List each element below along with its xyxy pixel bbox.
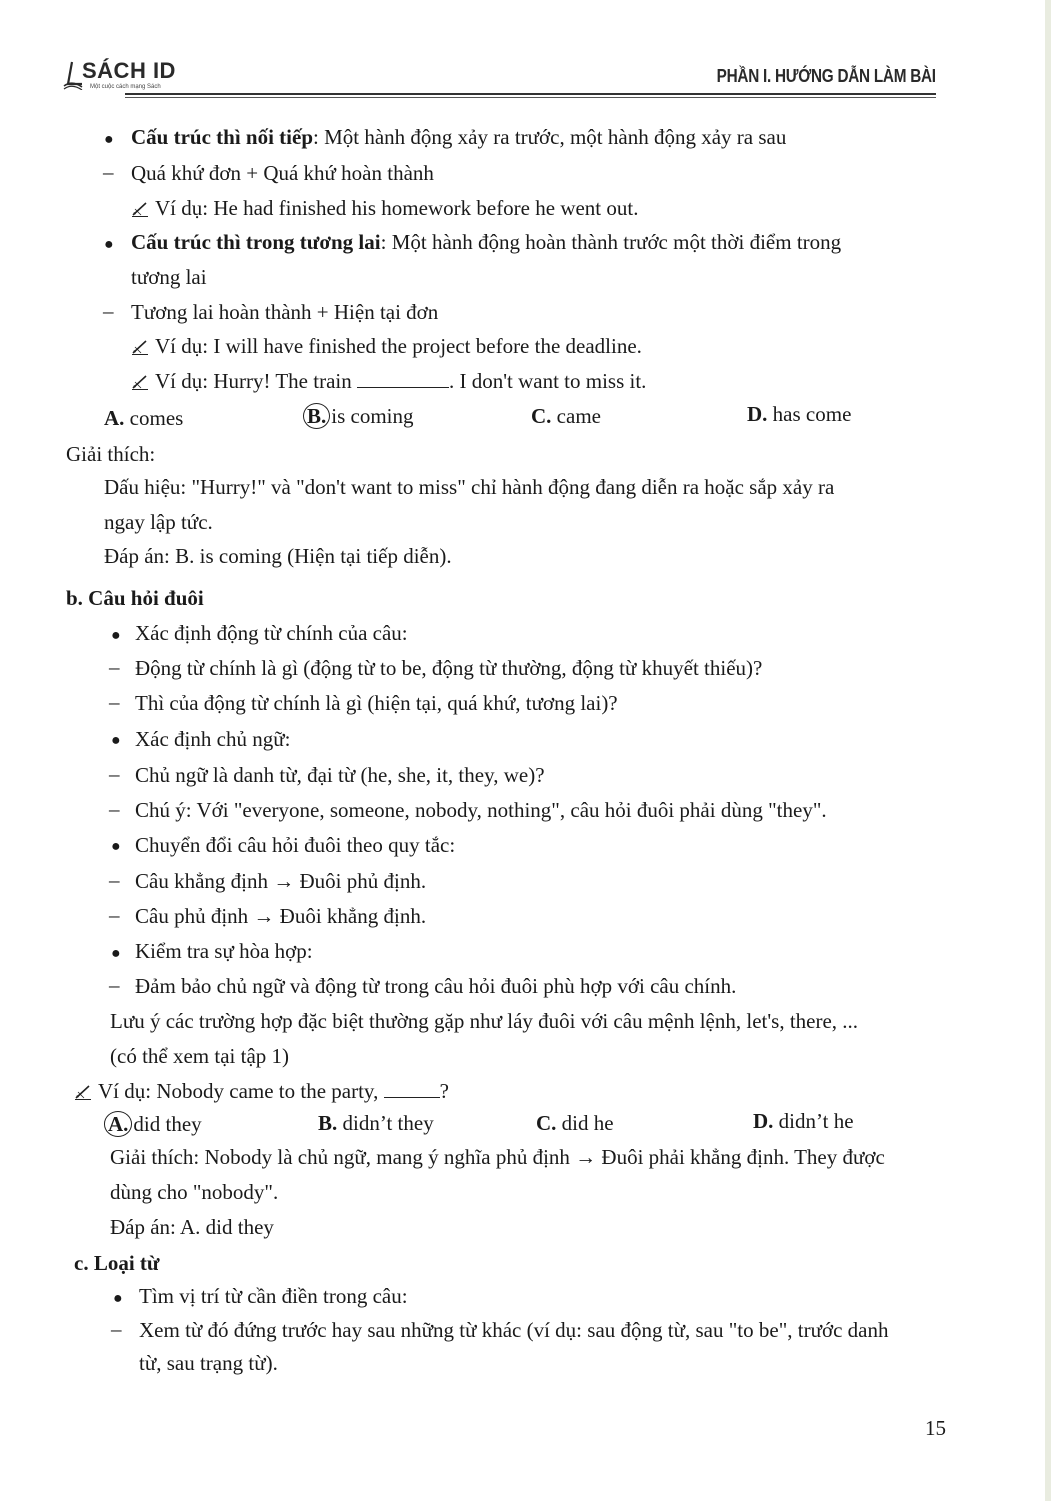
header-rule — [125, 93, 936, 95]
dash: – — [109, 655, 120, 679]
note-line: (có thể xem tại tập 1) — [110, 1044, 290, 1068]
example-text: Ví dụ: Hurry! The train — [155, 369, 352, 393]
dash: – — [109, 868, 120, 892]
pen-icon — [131, 374, 149, 390]
bullet: ● — [104, 236, 114, 253]
logo-title: SÁCH ID — [82, 58, 176, 83]
example-line — [131, 368, 646, 394]
bullet-label: Cấu trúc thì nối tiếp — [131, 125, 314, 149]
bullet-text: : Một hành động hoàn thành trước một thời điểm trong — [380, 230, 842, 254]
dash-line: Tương lai hoàn thành + Hiện tại đơn — [131, 300, 439, 324]
bullet-continuation: tương lai — [131, 265, 207, 289]
explain-line: ngay lập tức. — [104, 510, 213, 534]
option-d: D. didn’t he — [753, 1109, 854, 1133]
dash: – — [109, 762, 120, 786]
explain-line: dùng cho "nobody". — [110, 1180, 279, 1204]
list-item: Xem từ đó đứng trước hay sau những từ khác (ví dụ: sau động từ, sau "to be", trước danh — [139, 1318, 889, 1342]
example-line — [131, 195, 638, 221]
list-item: Câu khẳng định → Đuôi phủ định. — [135, 869, 427, 893]
option-a: A. did they — [104, 1111, 202, 1137]
option-b: B. is coming — [303, 403, 414, 429]
answer-blank — [384, 1079, 440, 1098]
bullet: ● — [113, 1290, 123, 1307]
example-text-end: ? — [439, 1079, 449, 1103]
list-item: Kiểm tra sự hòa hợp: — [135, 939, 313, 963]
explain-label: Giải thích: — [66, 442, 156, 466]
list-item: Xác định động từ chính của câu: — [135, 621, 408, 645]
answer-blank — [357, 369, 449, 388]
selected-answer-circle: B. — [303, 403, 330, 429]
list-item: Đảm bảo chủ ngữ và động từ trong câu hỏi đuôi phù hợp với câu chính. — [135, 974, 737, 998]
pen-icon — [131, 201, 149, 217]
list-item: Chủ ngữ là danh từ, đại từ (he, she, it, they, we)? — [135, 763, 545, 787]
example-line — [131, 333, 642, 359]
bullet: ● — [104, 131, 114, 148]
section-heading-c: c. Loại từ — [74, 1251, 160, 1275]
dash-line: Quá khứ đơn + Quá khứ hoàn thành — [131, 161, 434, 185]
bullet-line — [131, 229, 841, 255]
bullet-text: : Một hành động xảy ra trước, một hành động xảy ra sau — [313, 125, 787, 149]
dash: – — [109, 797, 120, 821]
option-d: D. has come — [747, 402, 852, 426]
page-edge — [1045, 0, 1051, 1501]
example-text: Ví dụ: Nobody came to the party, — [98, 1079, 379, 1103]
bullet: ● — [111, 627, 121, 644]
logo — [60, 56, 260, 96]
pen-icon — [74, 1084, 92, 1100]
list-item: Thì của động từ chính là gì (hiện tại, quá khứ, tương lai)? — [135, 691, 618, 715]
list-item: Xác định chủ ngữ: — [135, 727, 291, 751]
list-item-continuation: từ, sau trạng từ). — [139, 1351, 278, 1375]
explain-line: Giải thích: Nobody là chủ ngữ, mang ý nghĩa phủ định → Đuôi phải khẳng định. They được — [110, 1145, 885, 1169]
dash: – — [111, 1317, 122, 1341]
dash: – — [109, 903, 120, 927]
bullet-line — [131, 124, 786, 150]
dash: – — [103, 299, 114, 323]
option-b: B. didn’t they — [318, 1111, 434, 1135]
example-text-end: . I don't want to miss it. — [448, 369, 647, 393]
dash: – — [109, 690, 120, 714]
option-c: C. came — [531, 404, 601, 428]
book-logo-icon — [62, 60, 84, 90]
bullet: ● — [111, 732, 121, 749]
bullet: ● — [111, 945, 121, 962]
dash: – — [109, 973, 120, 997]
option-a: A. comes — [104, 406, 184, 430]
section-heading-b: b. Câu hỏi đuôi — [66, 586, 204, 610]
dash: – — [103, 160, 114, 184]
bullet: ● — [111, 838, 121, 855]
list-item: Động từ chính là gì (động từ to be, động từ thường, động từ khuyết thiếu)? — [135, 656, 763, 680]
logo-tagline: Một cuộc cách mạng Sách — [90, 84, 161, 90]
selected-answer-circle: A. — [104, 1111, 132, 1137]
section-title: PHẦN I. HƯỚNG DẪN LÀM BÀI — [716, 66, 936, 86]
example-text: Ví dụ: I will have finished the project before the deadline. — [155, 334, 642, 358]
explain-line: Dấu hiệu: "Hurry!" và "don't want to miss" chỉ hành động đang diễn ra hoặc sắp xảy ra — [104, 475, 835, 499]
header-rule-thin — [125, 97, 936, 98]
list-item: Chú ý: Với "everyone, someone, nobody, nothing", câu hỏi đuôi phải dùng "they". — [135, 798, 827, 822]
example-line — [74, 1078, 449, 1104]
list-item: Câu phủ định → Đuôi khẳng định. — [135, 904, 427, 928]
note-line: Lưu ý các trường hợp đặc biệt thường gặp như láy đuôi với câu mệnh lệnh, let's, there, ... — [110, 1009, 859, 1033]
bullet-label: Cấu trúc thì trong tương lai — [131, 230, 381, 254]
pen-icon — [131, 339, 149, 355]
example-text: Ví dụ: He had finished his homework before he went out. — [155, 196, 639, 220]
list-item: Tìm vị trí từ cần điền trong câu: — [139, 1284, 408, 1308]
answer-line: Đáp án: B. is coming (Hiện tại tiếp diễn). — [104, 544, 452, 568]
list-item: Chuyển đổi câu hỏi đuôi theo quy tắc: — [135, 833, 456, 857]
answer-line: Đáp án: A. did they — [110, 1215, 274, 1239]
page-number: 15 — [925, 1416, 946, 1440]
option-c: C. did he — [536, 1111, 614, 1135]
